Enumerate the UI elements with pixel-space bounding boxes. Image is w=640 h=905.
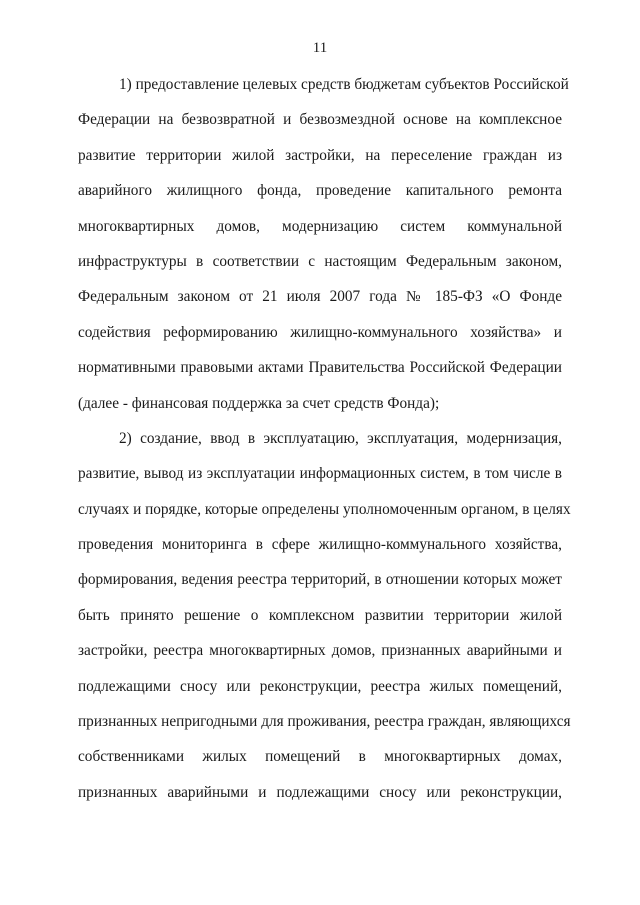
paragraph-2-line-1: 2) создание, ввод в эксплуатацию, эксплуатация, модернизация, — [119, 429, 562, 447]
paragraph-1-line-6: инфраструктуры в соответствии с настоящим Федеральным законом, — [78, 252, 562, 270]
paragraph-2-line-8: подлежащими сносу или реконструкции, реестра жилых помещений, — [78, 677, 562, 695]
paragraph-2-line-5: формирования, ведения реестра территорий, в отношении которых может — [78, 571, 562, 589]
paragraph-1-line-3: развитие территории жилой застройки, на переселение граждан из — [78, 146, 562, 164]
paragraph-2-line-4: проведения мониторинга в сфере жилищно-коммунального хозяйства, — [78, 536, 562, 554]
paragraph-1-line-4: аварийного жилищного фонда, проведение капитального ремонта — [78, 182, 562, 200]
paragraph-1-line-5: многоквартирных домов, модернизацию систем коммунальной — [78, 217, 562, 235]
paragraph-2-line-3: случаях и порядке, которые определены уполномоченным органом, в целях — [78, 500, 571, 518]
paragraph-2-line-2: развитие, вывод из эксплуатации информационных систем, в том числе в — [78, 465, 562, 483]
paragraph-2-line-7: застройки, реестра многоквартирных домов, признанных аварийными и — [78, 642, 562, 660]
paragraph-1-line-8: содействия реформированию жилищно-коммунального хозяйства» и — [78, 323, 562, 341]
paragraph-1-line-10: (далее - финансовая поддержка за счет средств Фонда); — [78, 394, 440, 412]
paragraph-2-line-9: признанных непригодными для проживания, реестра граждан, являющихся — [78, 713, 571, 731]
paragraph-1-line-1: 1) предоставление целевых средств бюджетам субъектов Российской — [119, 76, 569, 93]
paragraph-2-line-11: признанных аварийными и подлежащими сносу или реконструкции, — [78, 783, 562, 801]
paragraph-2-line-10: собственниками жилых помещений в многоквартирных домах, — [78, 748, 562, 766]
paragraph-1-line-2: Федерации на безвозвратной и безвозмездной основе на комплексное — [78, 111, 562, 129]
paragraph-2-line-6: быть принято решение о комплексном развитии территории жилой — [78, 606, 562, 624]
paragraph-1-line-7: Федеральным законом от 21 июля 2007 года № 185-ФЗ «О Фонде — [78, 288, 562, 306]
page-number: 11 — [312, 40, 328, 56]
paragraph-1-line-9: нормативными правовыми актами Правительства Российской Федерации — [78, 359, 562, 377]
document-body — [78, 72, 571, 815]
